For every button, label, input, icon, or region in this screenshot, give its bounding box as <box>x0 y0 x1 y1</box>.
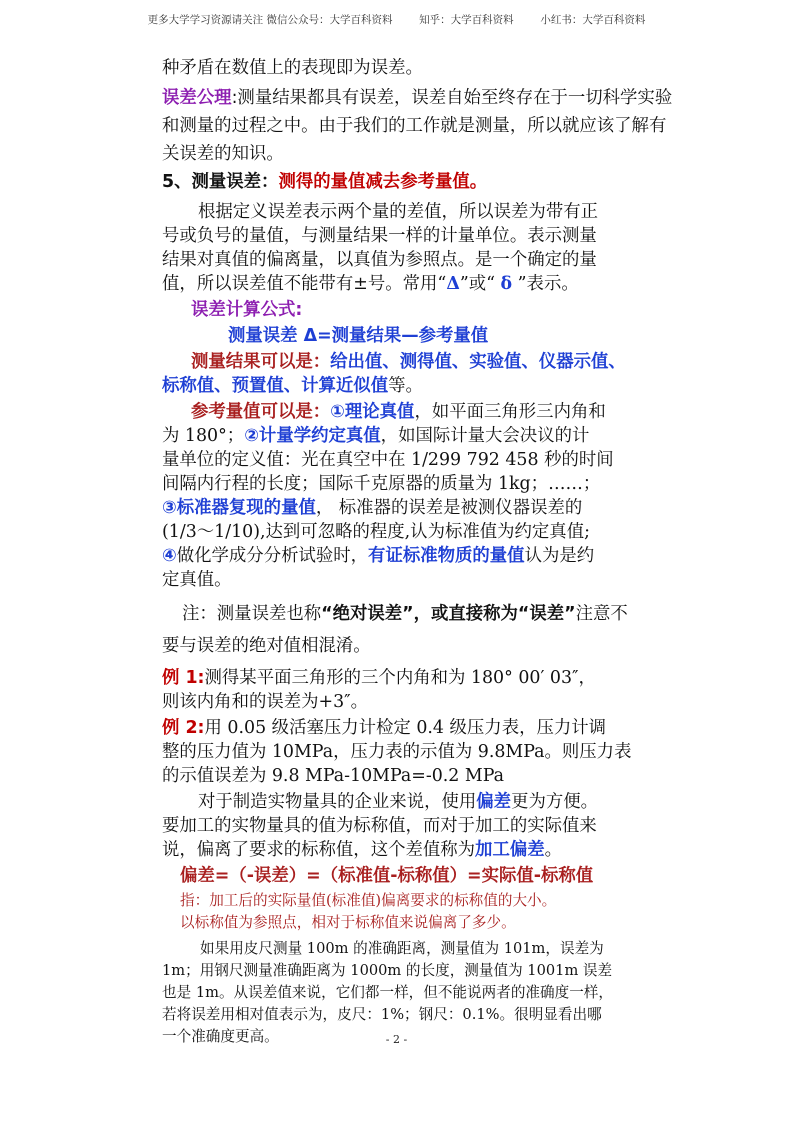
text-span: 为 180°； <box>162 426 245 446</box>
example-1-line <box>162 666 632 690</box>
measurement-result-line <box>162 350 632 374</box>
reference-item-1: ①理论真值 <box>330 402 415 422</box>
page-number: - 2 - <box>385 1033 408 1046</box>
paragraph-line: 如果用皮尺测量 100m 的准确距离，测量值为 101m，误差为 <box>200 940 604 957</box>
document-body <box>162 56 673 1048</box>
small-delta-symbol: δ <box>500 274 513 294</box>
paragraph-line: 号或负号的量值，与测量结果一样的计量单位。表示测量 <box>162 226 597 246</box>
reference-value-line <box>162 400 632 424</box>
paragraph-line: 整的压力值为 10MPa，压力表的示值为 9.8MPa。则压力表 <box>162 742 632 762</box>
note-line <box>162 602 632 626</box>
delta-symbol: Δ <box>446 274 460 294</box>
paragraph-line: 一个准确度更高。 <box>162 1028 279 1045</box>
paragraph-line: 定真值。 <box>162 570 232 590</box>
reference-item-2: ②计量学约定真值 <box>244 426 381 446</box>
paragraph-line <box>162 272 632 296</box>
reference-item-3: ③标准器复现的量值 <box>162 498 316 518</box>
paragraph-line: 若将误差用相对值表示为，皮尺：1%；钢尺：0.1%。很明显看出哪 <box>162 1006 602 1023</box>
text-span: 注：测量误差也称 <box>182 604 322 624</box>
bias-formula: 偏差=（-误差）=（标准值-标称值）=实际值-标称值 <box>180 866 594 886</box>
bias-note-1: 指：加工后的实际量值(标准值)偏离要求的标称值的大小。 <box>180 892 557 909</box>
paragraph-line: 也是 1m。从误差值来说，它们都一样，但不能说两者的准确度一样， <box>162 984 613 1001</box>
error-axiom-label: 误差公理 <box>162 88 232 108</box>
paragraph-line: (1/3～1/10),达到可忽略的程度,认为标准值为约定真值; <box>162 522 590 542</box>
paragraph-line <box>162 544 632 568</box>
axiom-text: :测量结果都具有误差，误差自始至终存在于一切科学实验 <box>231 88 673 108</box>
text-span: ， 标准器的误差是被测仪器误差的 <box>315 498 583 518</box>
text-span: 用 0.05 级活塞压力计检定 0.4 级压力表，压力计调 <box>204 718 607 738</box>
text-span: 更为方便。 <box>511 792 599 812</box>
page-header: 更多大学学习资源请关注 微信公众号：大学百科资料 知乎：大学百科资料 小红书：大学百科资料 <box>147 14 646 26</box>
text-span: ”或“ <box>459 274 501 294</box>
reference-item-4-marker: ④ <box>162 546 177 566</box>
paragraph-line: 种矛盾在数值上的表现即为误差。 <box>162 58 423 78</box>
error-formula: 测量误差 Δ=测量结果—参考量值 <box>228 326 489 346</box>
text-span: ，如国际计量大会决议的计 <box>380 426 590 446</box>
section-heading <box>162 170 632 194</box>
absolute-error-term: “绝对误差”，或直接称为“误差” <box>321 604 576 624</box>
paragraph-line: 则该内角和的误差为+3″。 <box>162 692 369 712</box>
measurement-result-line <box>162 374 632 398</box>
section-number: 5、测量误差： <box>162 172 279 192</box>
paragraph-line: 结果对真值的偏离量，以真值为参照点。是一个确定的量 <box>162 250 597 270</box>
section-definition: 测得的量值减去参考量值。 <box>278 172 488 192</box>
paragraph-line <box>162 790 632 814</box>
formula-title: 误差计算公式: <box>191 300 303 320</box>
result-items: 给出值、测得值、实验值、仪器示值、 <box>330 352 626 372</box>
example-1-label: 例 1: <box>162 668 205 688</box>
example-2-line <box>162 716 632 740</box>
text-span: ，如平面三角形三内角和 <box>414 402 606 422</box>
text-span: 说，偏离了要求的标称值，这个差值称为 <box>162 840 476 860</box>
paragraph-line: 间隔内行程的长度；国际千克原器的质量为 1kg；……； <box>162 474 601 494</box>
paragraph-line: 量单位的定义值：光在真空中在 1/299 792 458 秒的时间 <box>162 450 614 470</box>
text-span: 做化学成分分析试验时， <box>176 546 369 566</box>
text-span: 注意不 <box>575 604 628 624</box>
paragraph-line <box>162 496 632 520</box>
reference-item-4: 有证标准物质的量值 <box>368 546 525 566</box>
text-span: ”表示。 <box>512 274 579 294</box>
result-label: 测量结果可以是： <box>191 352 331 372</box>
paragraph-line: 的示值误差为 9.8 MPa-10MPa=-0.2 MPa <box>162 766 504 786</box>
paragraph-line: 和测量的过程之中。由于我们的工作就是测量，所以就应该了解有 <box>162 116 667 136</box>
text-span: 。 <box>544 840 563 860</box>
paragraph-line <box>162 838 632 862</box>
text-span: 对于制造实物量具的企业来说，使用 <box>198 792 477 812</box>
machining-bias-term: 加工偏差 <box>475 840 545 860</box>
bias-note-2: 以标称值为参照点，相对于标称值来说偏离了多少。 <box>180 914 516 931</box>
paragraph-line: 关误差的知识。 <box>162 144 284 164</box>
example-2-label: 例 2: <box>162 718 205 738</box>
text-span: 等。 <box>388 376 423 396</box>
text-span: 认为是约 <box>524 546 595 566</box>
paragraph-line <box>162 424 632 448</box>
paragraph-line: 要加工的实物量具的值为标称值，而对于加工的实际值来 <box>162 816 597 836</box>
result-items: 标称值、预置值、计算近似值 <box>162 376 389 396</box>
text-span: 测得某平面三角形的三个内角和为 180° 00′ 03″， <box>204 668 596 688</box>
bias-term: 偏差 <box>476 792 512 812</box>
paragraph-line: 1m；用钢尺测量准确距离为 1000m 的长度，测量值为 1001m 误差 <box>162 962 613 979</box>
note-line: 要与误差的绝对值相混淆。 <box>162 636 371 656</box>
paragraph-line: 根据定义误差表示两个量的差值，所以误差为带有正 <box>198 202 598 222</box>
reference-label: 参考量值可以是： <box>191 402 331 422</box>
error-axiom-line <box>162 86 673 110</box>
text-span: 值，所以误差值不能带有±号。常用“ <box>162 274 447 294</box>
